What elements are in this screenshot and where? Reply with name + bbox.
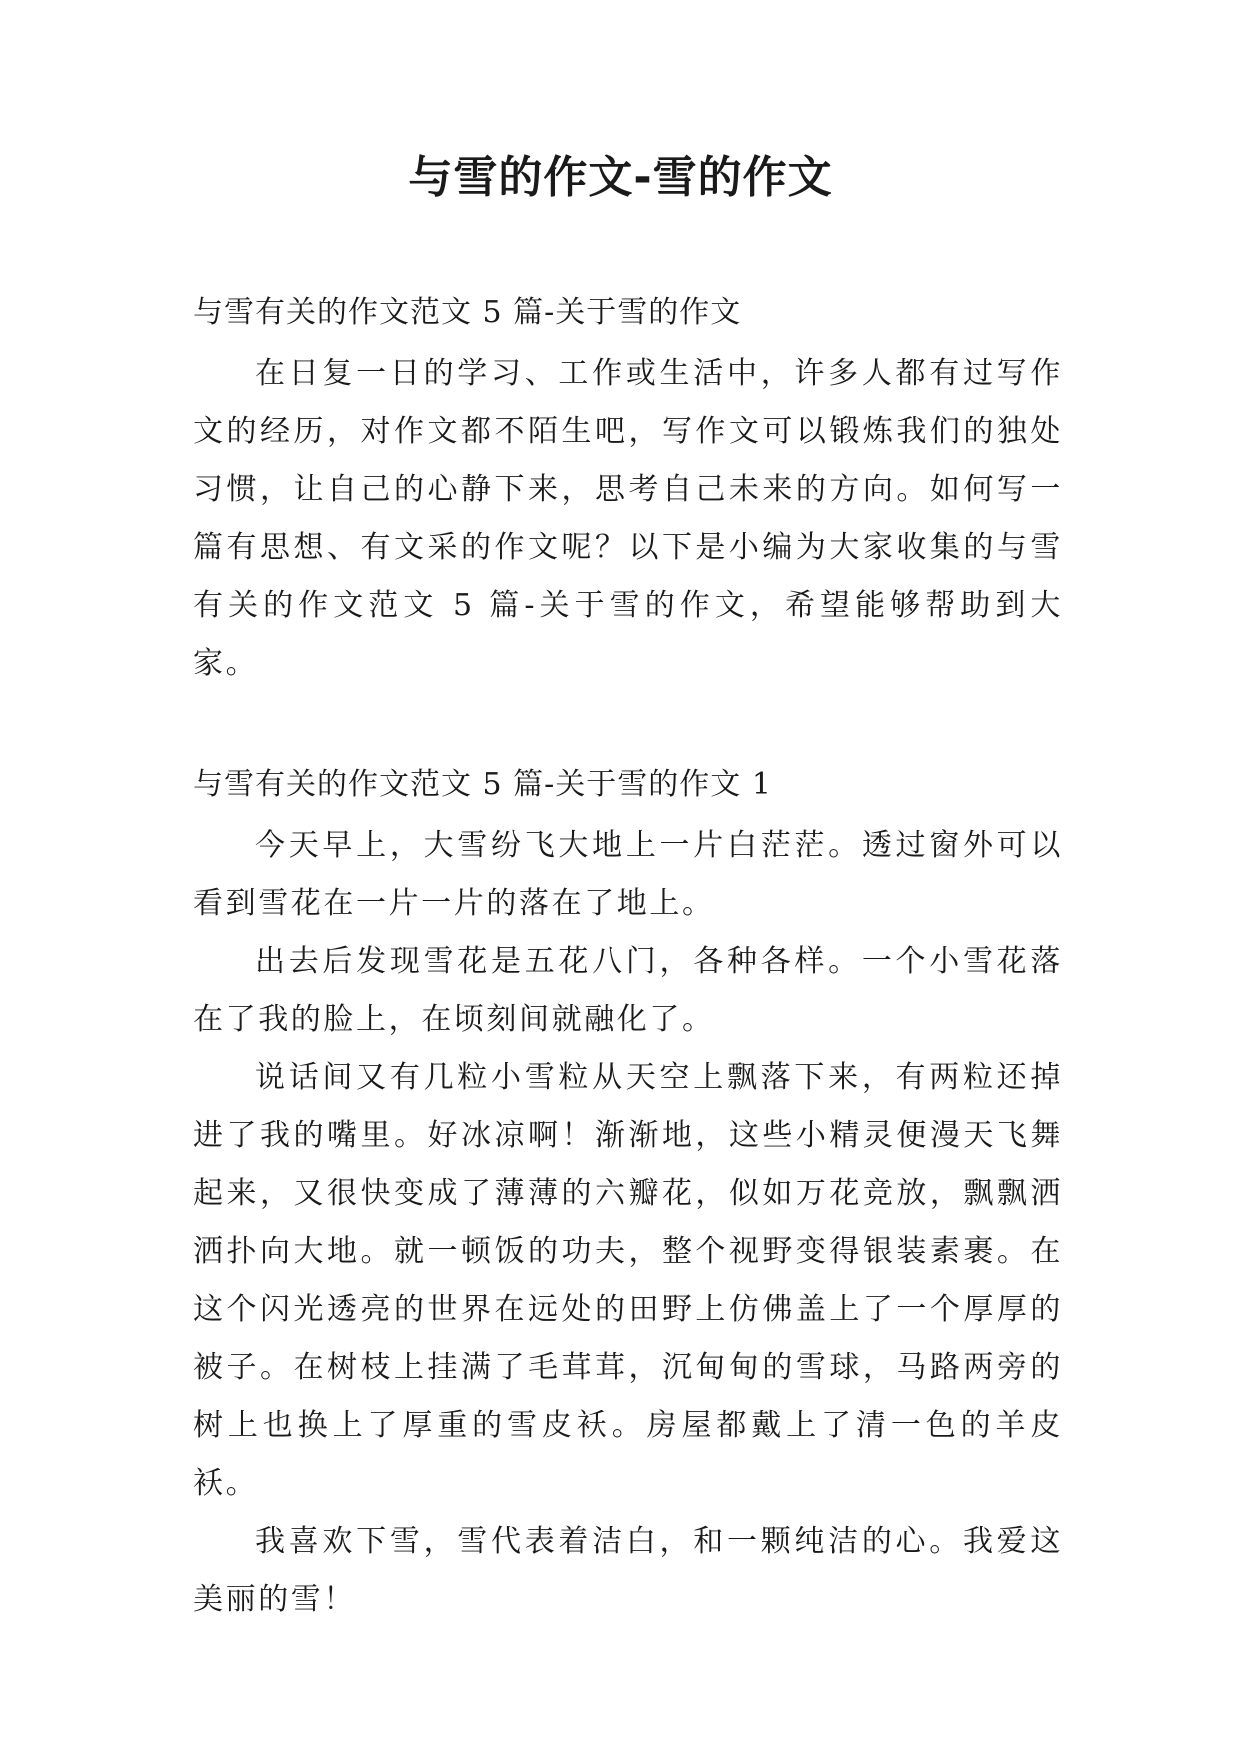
body-paragraph: 说话间又有几粒小雪粒从天空上飘落下来，有两粒还掉进了我的嘴里。好冰凉啊！渐渐地，这些小精灵便漫天飞舞起来，又很快变成了薄薄的六瓣花，似如万花竞放，飘飘洒洒扑向大地。就一顿饭的功夫，整个视野变得银装素裹。在这个闪光透亮的世界在远处的田野上仿佛盖上了一个厚厚的被子。在树枝上挂满了毛茸茸，沉甸甸的雪球，马路两旁的树上也换上了厚重的雪皮袄。房屋都戴上了清一色的羊皮袄。 bbox=[193, 1060, 1063, 1501]
section-spacer bbox=[193, 693, 1063, 763]
intro-heading: 与雪有关的作文范文 5 篇-关于雪的作文 bbox=[193, 295, 742, 330]
intro-paragraph: 在日复一日的学习、工作或生活中，许多人都有过写作文的经历，对作文都不陌生吧，写作文可以锻炼我们的独处习惯，让自己的心静下来，思考自己未来的方向。如何写一篇有思想、有文采的作文呢？以下是小编为大家收集的与雪有关的作文范文 5 篇-关于雪的作文，希望能够帮助到大家。 bbox=[193, 356, 1063, 681]
body-paragraph: 我喜欢下雪，雪代表着洁白，和一颗纯洁的心。我爱这美丽的雪！ bbox=[193, 1524, 1063, 1617]
document-title: 与雪的作文-雪的作文 bbox=[408, 152, 833, 203]
section-heading: 与雪有关的作文范文 5 篇-关于雪的作文 1 bbox=[193, 767, 772, 802]
body-paragraph: 今天早上，大雪纷飞大地上一片白茫茫。透过窗外可以看到雪花在一片一片的落在了地上。 bbox=[193, 828, 1063, 921]
document-body bbox=[193, 291, 1063, 1629]
body-paragraph: 出去后发现雪花是五花八门，各种各样。一个小雪花落在了我的脸上，在顷刻间就融化了。 bbox=[193, 944, 1063, 1037]
